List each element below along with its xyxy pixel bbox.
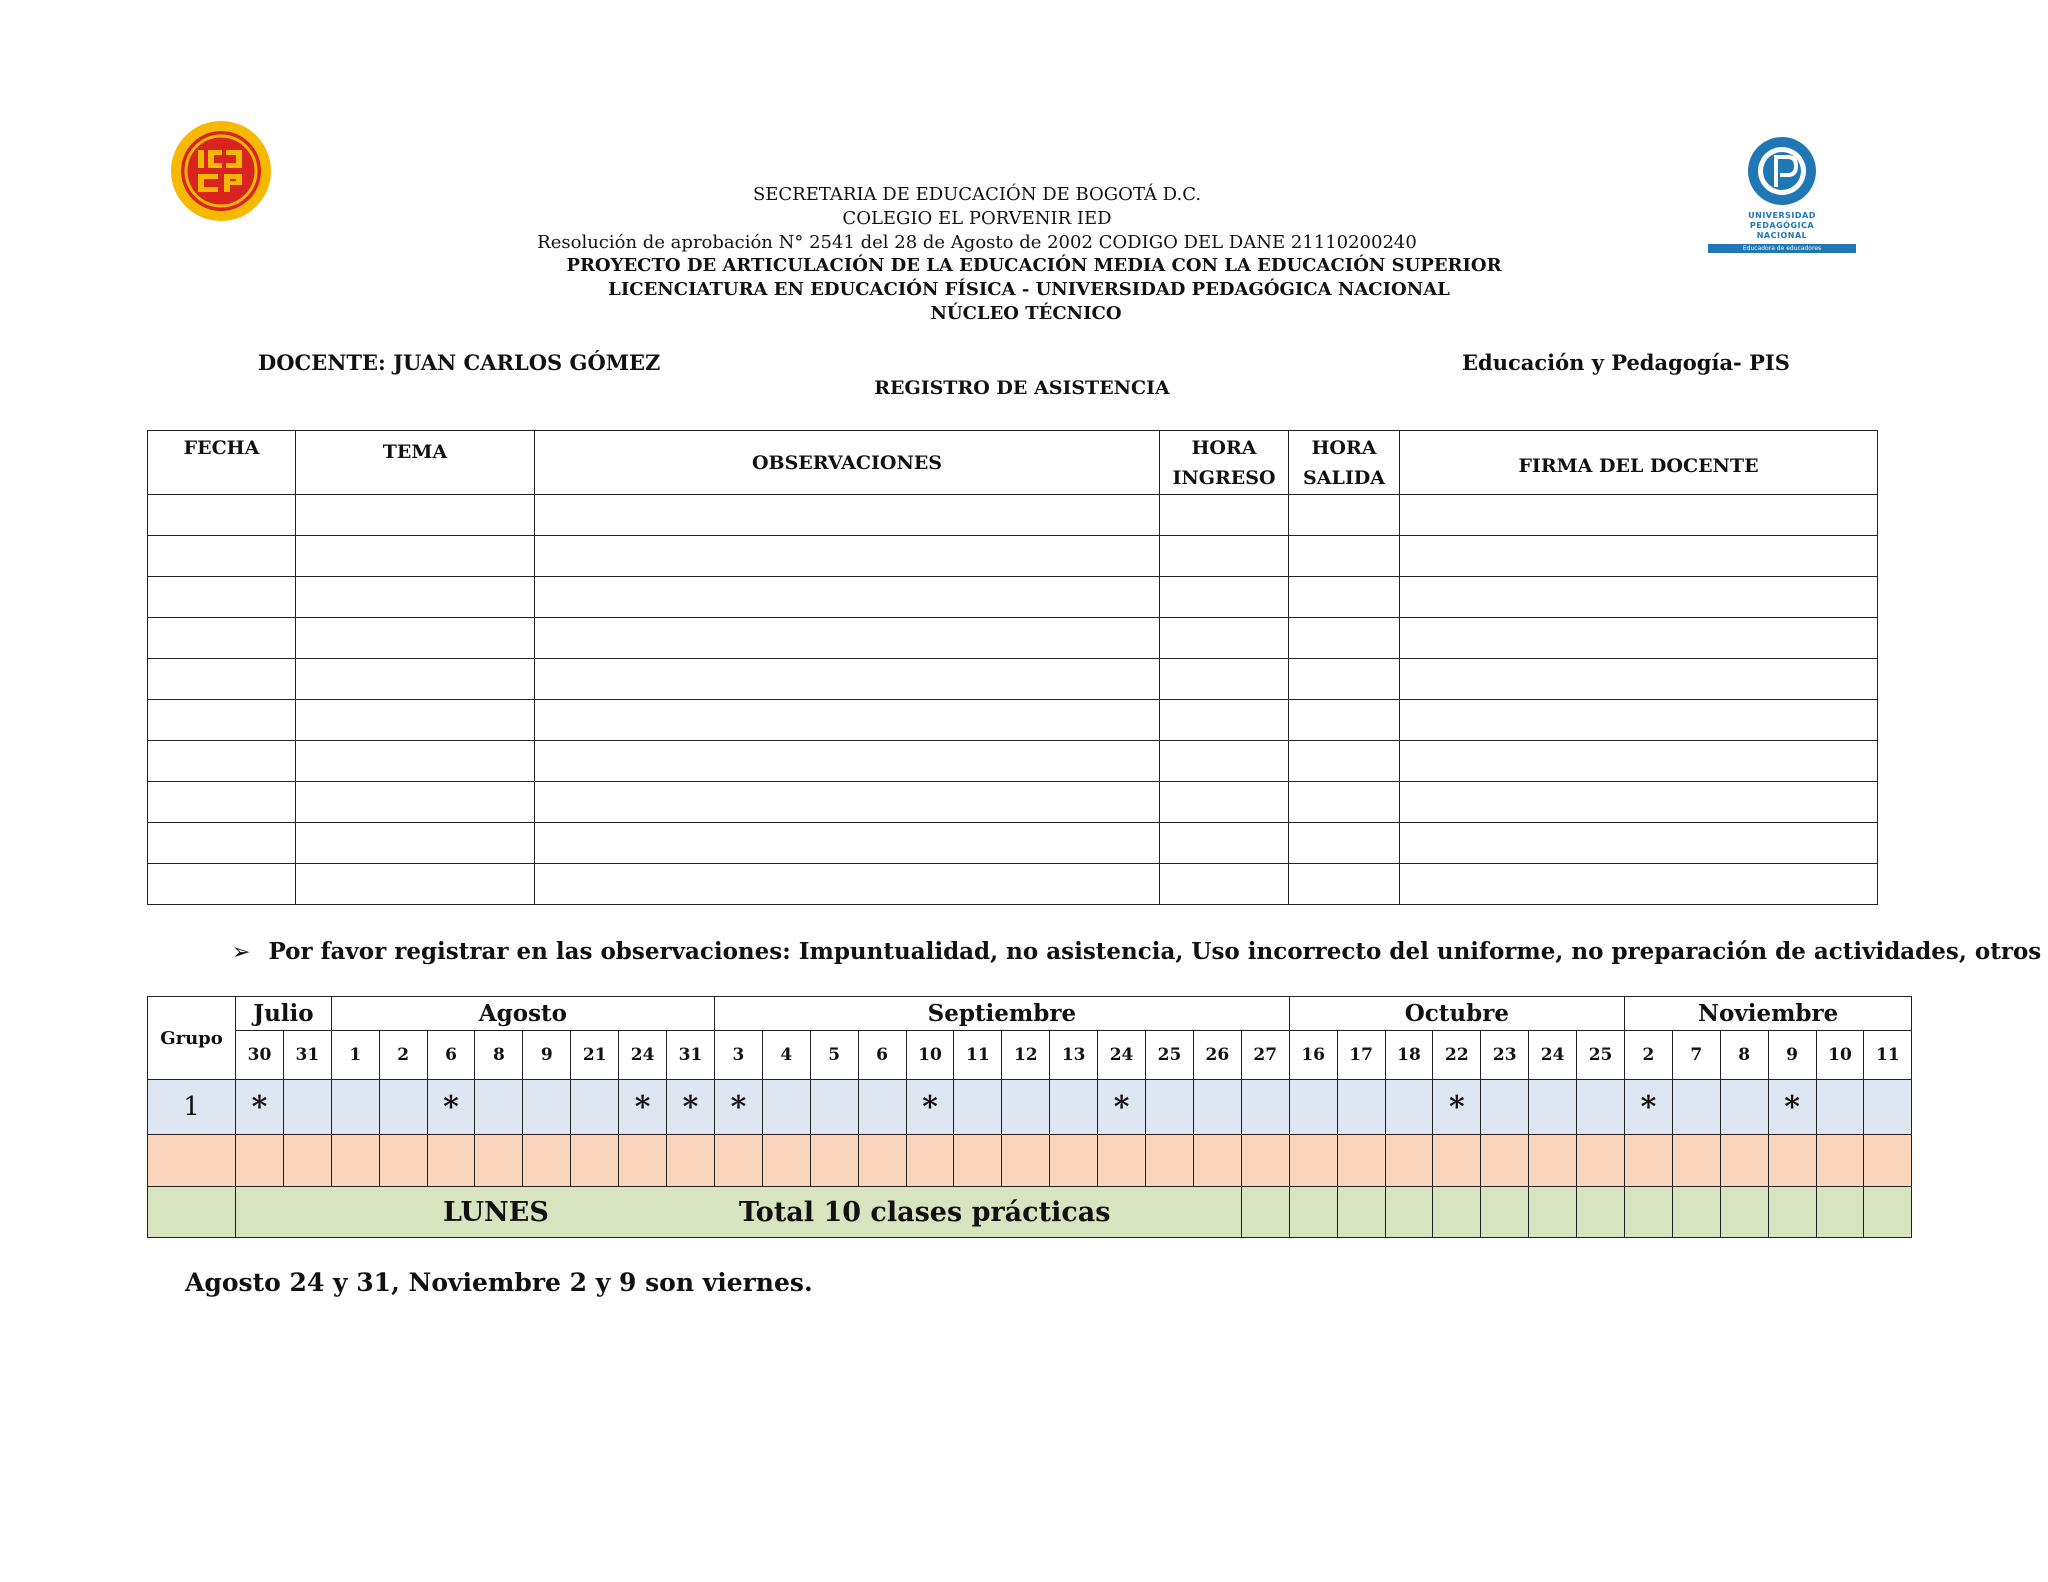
header-secretaria: SECRETARIA DE EDUCACIÓN DE BOGOTÁ D.C. bbox=[752, 184, 1202, 205]
register-cell[interactable] bbox=[1400, 659, 1878, 700]
register-cell[interactable] bbox=[296, 864, 535, 905]
attendance-mark bbox=[762, 1080, 810, 1135]
day-header: 12 bbox=[1002, 1031, 1050, 1080]
register-cell[interactable] bbox=[1400, 741, 1878, 782]
day-header: 2 bbox=[1624, 1031, 1672, 1080]
register-cell[interactable] bbox=[535, 659, 1160, 700]
day-header: 9 bbox=[523, 1031, 571, 1080]
colegio-logo bbox=[170, 120, 272, 222]
footer-note: Agosto 24 y 31, Noviembre 2 y 9 son viernes. bbox=[185, 1268, 813, 1297]
register-cell[interactable] bbox=[1400, 782, 1878, 823]
attendance-mark bbox=[283, 1080, 331, 1135]
empty-cell bbox=[475, 1135, 523, 1187]
day-header: 11 bbox=[954, 1031, 1002, 1080]
attendance-mark bbox=[954, 1080, 1002, 1135]
register-cell[interactable] bbox=[1160, 536, 1289, 577]
attendance-mark bbox=[1050, 1080, 1098, 1135]
register-cell[interactable] bbox=[148, 700, 296, 741]
empty-cell bbox=[1385, 1135, 1433, 1187]
register-cell[interactable] bbox=[296, 700, 535, 741]
day-header: 24 bbox=[1529, 1031, 1577, 1080]
empty-cell bbox=[283, 1135, 331, 1187]
attendance-mark bbox=[1577, 1080, 1625, 1135]
attendance-mark: * bbox=[236, 1080, 284, 1135]
register-cell[interactable] bbox=[535, 618, 1160, 659]
day-header: 31 bbox=[283, 1031, 331, 1080]
empty-cell bbox=[1481, 1135, 1529, 1187]
attendance-mark bbox=[858, 1080, 906, 1135]
empty-cell bbox=[148, 1135, 236, 1187]
attendance-mark bbox=[1720, 1080, 1768, 1135]
empty-cell bbox=[1337, 1187, 1385, 1238]
empty-cell bbox=[236, 1135, 284, 1187]
attendance-mark bbox=[1385, 1080, 1433, 1135]
register-cell[interactable] bbox=[148, 823, 296, 864]
empty-cell bbox=[571, 1135, 619, 1187]
day-header: 6 bbox=[427, 1031, 475, 1080]
register-cell[interactable] bbox=[148, 618, 296, 659]
day-header: 2 bbox=[379, 1031, 427, 1080]
empty-cell bbox=[1672, 1187, 1720, 1238]
area-label: Educación y Pedagogía- PIS bbox=[1462, 350, 1790, 375]
month-header: Agosto bbox=[331, 997, 714, 1031]
register-cell[interactable] bbox=[535, 577, 1160, 618]
empty-cell bbox=[762, 1135, 810, 1187]
empty-cell bbox=[1002, 1135, 1050, 1187]
empty-cell bbox=[1529, 1187, 1577, 1238]
col-hora-ingreso: HORA INGRESO bbox=[1160, 431, 1289, 495]
attendance-mark: * bbox=[1624, 1080, 1672, 1135]
day-header: 10 bbox=[1816, 1031, 1864, 1080]
register-cell[interactable] bbox=[148, 741, 296, 782]
register-cell[interactable] bbox=[1289, 741, 1400, 782]
summary-empty-cell bbox=[148, 1187, 236, 1238]
header-colegio: COLEGIO EL PORVENIR IED bbox=[842, 208, 1112, 229]
summary-text-cell bbox=[236, 1187, 1242, 1238]
empty-cell bbox=[1193, 1135, 1241, 1187]
register-cell[interactable] bbox=[1400, 618, 1878, 659]
summary-total: Total 10 clases prácticas bbox=[738, 1196, 1111, 1228]
empty-cell bbox=[1768, 1187, 1816, 1238]
attendance-mark bbox=[1289, 1080, 1337, 1135]
upn-logo-name: UNIVERSIDAD PEDAGÓGICA NACIONAL bbox=[1748, 211, 1816, 240]
empty-cell bbox=[1050, 1135, 1098, 1187]
empty-cell bbox=[1624, 1187, 1672, 1238]
attendance-mark bbox=[331, 1080, 379, 1135]
day-header: 1 bbox=[331, 1031, 379, 1080]
register-cell[interactable] bbox=[148, 659, 296, 700]
attendance-mark bbox=[379, 1080, 427, 1135]
empty-cell bbox=[1433, 1135, 1481, 1187]
empty-row bbox=[148, 1135, 1912, 1187]
register-cell[interactable] bbox=[296, 741, 535, 782]
empty-cell bbox=[1577, 1135, 1625, 1187]
empty-cell bbox=[954, 1135, 1002, 1187]
attendance-mark bbox=[523, 1080, 571, 1135]
register-cell[interactable] bbox=[1289, 782, 1400, 823]
col-tema: TEMA bbox=[296, 431, 535, 495]
empty-cell bbox=[1241, 1135, 1289, 1187]
attendance-calendar-table bbox=[147, 996, 1912, 1238]
day-header: 8 bbox=[1720, 1031, 1768, 1080]
register-cell[interactable] bbox=[1160, 741, 1289, 782]
register-cell[interactable] bbox=[1400, 577, 1878, 618]
month-header: Septiembre bbox=[714, 997, 1289, 1031]
day-header: 13 bbox=[1050, 1031, 1098, 1080]
observations-note-text: Por favor registrar en las observaciones: Impuntualidad, no asistencia, Uso incorrecto del uniforme, no preparación de actividades, otros bbox=[268, 938, 2042, 965]
month-header: Octubre bbox=[1289, 997, 1624, 1031]
register-row bbox=[148, 741, 1878, 782]
upn-logo-tagline: Educadora de educadores bbox=[1708, 244, 1856, 253]
empty-cell bbox=[1624, 1135, 1672, 1187]
register-cell[interactable] bbox=[1400, 864, 1878, 905]
register-cell[interactable] bbox=[1400, 823, 1878, 864]
attendance-mark bbox=[475, 1080, 523, 1135]
empty-cell bbox=[1289, 1135, 1337, 1187]
attendance-mark bbox=[1481, 1080, 1529, 1135]
register-cell[interactable] bbox=[1400, 495, 1878, 536]
day-header: 24 bbox=[1098, 1031, 1146, 1080]
group-row bbox=[148, 1080, 1912, 1135]
register-cell[interactable] bbox=[296, 659, 535, 700]
month-header: Noviembre bbox=[1624, 997, 1911, 1031]
day-header: 6 bbox=[858, 1031, 906, 1080]
attendance-mark: * bbox=[427, 1080, 475, 1135]
day-header: 17 bbox=[1337, 1031, 1385, 1080]
header-licenciatura: LICENCIATURA EN EDUCACIÓN FÍSICA - UNIVERSIDAD PEDAGÓGICA NACIONAL bbox=[608, 279, 1450, 300]
attendance-mark bbox=[1672, 1080, 1720, 1135]
header-nucleo: NÚCLEO TÉCNICO bbox=[930, 303, 1122, 324]
empty-cell bbox=[1337, 1135, 1385, 1187]
document-title: REGISTRO DE ASISTENCIA bbox=[874, 377, 1170, 399]
register-cell[interactable] bbox=[1160, 782, 1289, 823]
day-header: 30 bbox=[236, 1031, 284, 1080]
register-cell[interactable] bbox=[1289, 700, 1400, 741]
register-cell[interactable] bbox=[148, 782, 296, 823]
day-header: 23 bbox=[1481, 1031, 1529, 1080]
day-header: 9 bbox=[1768, 1031, 1816, 1080]
group-number: 1 bbox=[148, 1080, 236, 1135]
empty-cell bbox=[1768, 1135, 1816, 1187]
empty-cell bbox=[1864, 1135, 1912, 1187]
day-header: 4 bbox=[762, 1031, 810, 1080]
attendance-mark: * bbox=[1433, 1080, 1481, 1135]
empty-cell bbox=[1816, 1135, 1864, 1187]
attendance-mark: * bbox=[714, 1080, 762, 1135]
register-row bbox=[148, 536, 1878, 577]
empty-cell bbox=[1720, 1187, 1768, 1238]
attendance-mark bbox=[1337, 1080, 1385, 1135]
attendance-mark: * bbox=[619, 1080, 667, 1135]
arrow-bullet-icon: ➢ bbox=[232, 940, 251, 965]
header-resolucion: Resolución de aprobación N° 2541 del 28 de Agosto de 2002 CODIGO DEL DANE 21110200240 bbox=[537, 232, 1417, 253]
summary-day: LUNES bbox=[443, 1196, 549, 1228]
day-header: 10 bbox=[906, 1031, 954, 1080]
empty-cell bbox=[1720, 1135, 1768, 1187]
observations-note bbox=[232, 938, 2041, 965]
register-cell[interactable] bbox=[1289, 659, 1400, 700]
day-header: 7 bbox=[1672, 1031, 1720, 1080]
register-cell[interactable] bbox=[535, 495, 1160, 536]
register-cell[interactable] bbox=[148, 536, 296, 577]
attendance-mark: * bbox=[906, 1080, 954, 1135]
day-header: 25 bbox=[1577, 1031, 1625, 1080]
summary-row bbox=[148, 1187, 1912, 1238]
attendance-mark bbox=[1193, 1080, 1241, 1135]
attendance-mark bbox=[571, 1080, 619, 1135]
register-cell[interactable] bbox=[1289, 495, 1400, 536]
register-row bbox=[148, 700, 1878, 741]
empty-cell bbox=[810, 1135, 858, 1187]
register-cell[interactable] bbox=[1160, 659, 1289, 700]
register-cell[interactable] bbox=[1160, 823, 1289, 864]
empty-cell bbox=[331, 1135, 379, 1187]
attendance-mark: * bbox=[667, 1080, 715, 1135]
register-cell[interactable] bbox=[296, 536, 535, 577]
attendance-mark bbox=[1529, 1080, 1577, 1135]
attendance-mark bbox=[1241, 1080, 1289, 1135]
col-firma: FIRMA DEL DOCENTE bbox=[1400, 431, 1878, 495]
attendance-register-table bbox=[147, 430, 1878, 905]
attendance-mark: * bbox=[1768, 1080, 1816, 1135]
register-cell[interactable] bbox=[148, 577, 296, 618]
register-cell[interactable] bbox=[296, 782, 535, 823]
empty-cell bbox=[1289, 1187, 1337, 1238]
register-cell[interactable] bbox=[1400, 700, 1878, 741]
empty-cell bbox=[1577, 1187, 1625, 1238]
col-hora-salida: HORA SALIDA bbox=[1289, 431, 1400, 495]
attendance-mark bbox=[1864, 1080, 1912, 1135]
month-header: Julio bbox=[236, 997, 332, 1031]
register-cell[interactable] bbox=[148, 864, 296, 905]
register-row bbox=[148, 864, 1878, 905]
empty-cell bbox=[379, 1135, 427, 1187]
empty-cell bbox=[1529, 1135, 1577, 1187]
col-observaciones: OBSERVACIONES bbox=[535, 431, 1160, 495]
day-header: 22 bbox=[1433, 1031, 1481, 1080]
day-header: 11 bbox=[1864, 1031, 1912, 1080]
empty-cell bbox=[1385, 1187, 1433, 1238]
header-proyecto: PROYECTO DE ARTICULACIÓN DE LA EDUCACIÓN MEDIA CON LA EDUCACIÓN SUPERIOR bbox=[566, 255, 1502, 276]
register-row bbox=[148, 495, 1878, 536]
empty-cell bbox=[906, 1135, 954, 1187]
attendance-mark bbox=[1146, 1080, 1194, 1135]
grupo-header: Grupo bbox=[148, 997, 236, 1080]
col-fecha: FECHA bbox=[148, 431, 296, 495]
empty-cell bbox=[1672, 1135, 1720, 1187]
day-header: 21 bbox=[571, 1031, 619, 1080]
register-cell[interactable] bbox=[535, 536, 1160, 577]
empty-cell bbox=[714, 1135, 762, 1187]
colegio-logo-icon bbox=[170, 120, 272, 222]
register-cell[interactable] bbox=[535, 864, 1160, 905]
empty-cell bbox=[427, 1135, 475, 1187]
empty-cell bbox=[1241, 1187, 1289, 1238]
register-cell[interactable] bbox=[1160, 864, 1289, 905]
day-header: 27 bbox=[1241, 1031, 1289, 1080]
register-row bbox=[148, 782, 1878, 823]
register-cell[interactable] bbox=[1400, 536, 1878, 577]
day-header: 26 bbox=[1193, 1031, 1241, 1080]
empty-cell bbox=[1146, 1135, 1194, 1187]
empty-cell bbox=[1481, 1187, 1529, 1238]
register-cell[interactable] bbox=[535, 823, 1160, 864]
register-cell[interactable] bbox=[296, 823, 535, 864]
register-cell[interactable] bbox=[1160, 495, 1289, 536]
day-header: 24 bbox=[619, 1031, 667, 1080]
attendance-mark bbox=[810, 1080, 858, 1135]
register-cell[interactable] bbox=[1289, 864, 1400, 905]
empty-cell bbox=[1816, 1187, 1864, 1238]
register-cell[interactable] bbox=[535, 741, 1160, 782]
attendance-mark bbox=[1816, 1080, 1864, 1135]
register-row bbox=[148, 659, 1878, 700]
empty-cell bbox=[858, 1135, 906, 1187]
register-row bbox=[148, 577, 1878, 618]
register-cell[interactable] bbox=[1160, 577, 1289, 618]
day-header: 18 bbox=[1385, 1031, 1433, 1080]
register-cell[interactable] bbox=[1289, 577, 1400, 618]
docente-label: DOCENTE: JUAN CARLOS GÓMEZ bbox=[258, 350, 661, 375]
day-header: 31 bbox=[667, 1031, 715, 1080]
register-cell[interactable] bbox=[1160, 700, 1289, 741]
attendance-mark: * bbox=[1098, 1080, 1146, 1135]
day-header: 3 bbox=[714, 1031, 762, 1080]
register-cell[interactable] bbox=[296, 495, 535, 536]
empty-cell bbox=[1433, 1187, 1481, 1238]
empty-cell bbox=[523, 1135, 571, 1187]
day-header: 8 bbox=[475, 1031, 523, 1080]
day-header: 16 bbox=[1289, 1031, 1337, 1080]
register-cell[interactable] bbox=[535, 700, 1160, 741]
register-cell[interactable] bbox=[535, 782, 1160, 823]
day-header: 25 bbox=[1146, 1031, 1194, 1080]
register-cell[interactable] bbox=[1160, 618, 1289, 659]
day-header: 5 bbox=[810, 1031, 858, 1080]
register-row bbox=[148, 618, 1878, 659]
attendance-mark bbox=[1002, 1080, 1050, 1135]
empty-cell bbox=[1864, 1187, 1912, 1238]
register-cell[interactable] bbox=[1289, 823, 1400, 864]
register-cell[interactable] bbox=[296, 577, 535, 618]
empty-cell bbox=[667, 1135, 715, 1187]
empty-cell bbox=[1098, 1135, 1146, 1187]
register-cell[interactable] bbox=[296, 618, 535, 659]
register-cell[interactable] bbox=[1289, 618, 1400, 659]
register-cell[interactable] bbox=[1289, 536, 1400, 577]
empty-cell bbox=[619, 1135, 667, 1187]
register-row bbox=[148, 823, 1878, 864]
register-cell[interactable] bbox=[148, 495, 296, 536]
